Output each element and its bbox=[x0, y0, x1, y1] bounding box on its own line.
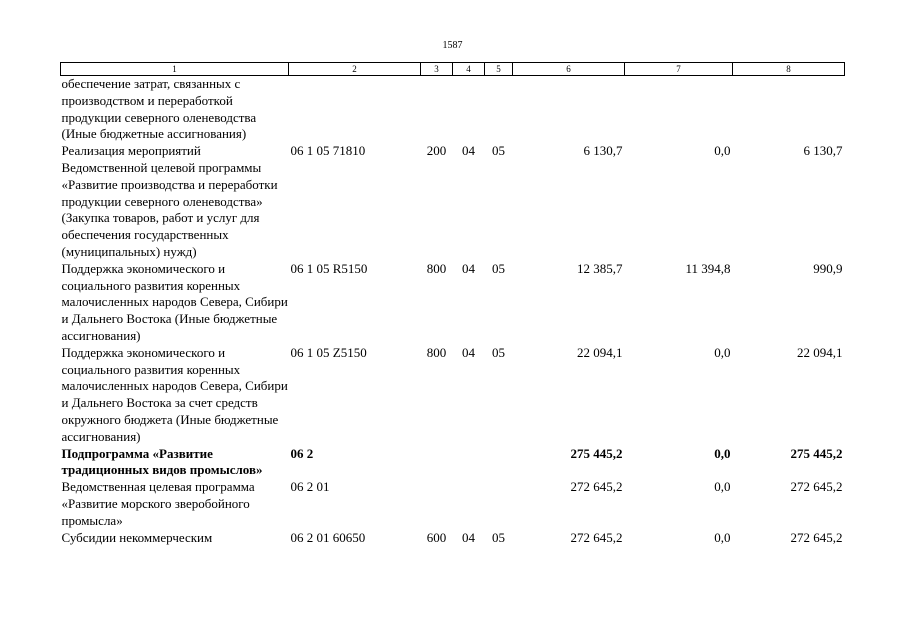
row-c3: 800 bbox=[426, 260, 447, 276]
page-number: 1587 bbox=[442, 40, 463, 51]
row-c3: 600 bbox=[426, 529, 447, 545]
row-value-6: 22 094,1 bbox=[577, 344, 623, 360]
row-c5: 05 bbox=[492, 260, 505, 276]
row-code: 06 2 01 bbox=[290, 479, 330, 495]
row-c4 bbox=[453, 446, 485, 480]
row-value-8: 6 130,7 bbox=[803, 143, 843, 159]
row-value-6: 12 385,7 bbox=[577, 260, 623, 276]
row-code: 06 1 05 R5150 bbox=[290, 260, 368, 276]
column-header: 8 bbox=[733, 63, 845, 76]
row-value-7: 0,0 bbox=[714, 445, 731, 461]
row-value-8: 22 094,1 bbox=[797, 344, 843, 360]
row-value-6: 6 130,7 bbox=[583, 143, 623, 159]
row-value-7: 11 394,8 bbox=[685, 260, 731, 276]
row-c3 bbox=[421, 446, 453, 480]
table-row-subprogram bbox=[61, 446, 845, 480]
row-c4 bbox=[453, 479, 485, 529]
table-row bbox=[61, 345, 845, 446]
row-c3: 800 bbox=[426, 344, 447, 360]
table-row bbox=[61, 479, 845, 529]
column-header: 4 bbox=[453, 63, 485, 76]
row-c5: 05 bbox=[492, 143, 505, 159]
table-row bbox=[61, 530, 845, 547]
column-header: 7 bbox=[625, 63, 733, 76]
row-code: 06 2 01 60650 bbox=[290, 529, 366, 545]
column-header: 5 bbox=[485, 63, 513, 76]
row-name: обеспечение затрат, связанных с производством и переработкой продукции северного оленеводства (Иные бюджетные ассигнования) bbox=[61, 76, 257, 142]
row-code: 06 1 05 Z5150 bbox=[290, 344, 367, 360]
table-row bbox=[61, 76, 845, 144]
row-value-7: 0,0 bbox=[714, 143, 731, 159]
row-value-8: 275 445,2 bbox=[790, 445, 843, 461]
row-c3: 200 bbox=[426, 143, 447, 159]
row-name: Поддержка экономического и социального развития коренных малочисленных народов Севера, Сибири и Дальнего Востока (Иные бюджетные ассигнования) bbox=[61, 260, 288, 343]
column-header: 2 bbox=[289, 63, 421, 76]
row-c3 bbox=[421, 479, 453, 529]
column-header: 1 bbox=[61, 63, 289, 76]
row-value-6: 272 645,2 bbox=[570, 479, 623, 495]
column-header: 3 bbox=[421, 63, 453, 76]
row-c4: 04 bbox=[462, 260, 475, 276]
row-c5: 05 bbox=[492, 344, 505, 360]
row-value-8: 272 645,2 bbox=[790, 529, 843, 545]
row-c4: 04 bbox=[462, 529, 475, 545]
row-c3 bbox=[421, 76, 453, 144]
row-c4: 04 bbox=[462, 143, 475, 159]
row-code bbox=[289, 76, 421, 144]
row-code: 06 2 bbox=[290, 445, 314, 461]
row-c5 bbox=[485, 479, 513, 529]
table-row bbox=[61, 143, 845, 261]
budget-table bbox=[60, 62, 845, 546]
header-row bbox=[61, 63, 845, 76]
row-value-8 bbox=[733, 76, 845, 144]
row-value-8: 990,9 bbox=[813, 260, 843, 276]
row-value-8: 272 645,2 bbox=[790, 479, 843, 495]
row-code: 06 1 05 71810 bbox=[290, 143, 366, 159]
row-name: Субсидии некоммерческим bbox=[61, 529, 213, 545]
row-c5 bbox=[485, 76, 513, 144]
row-value-6: 275 445,2 bbox=[570, 445, 623, 461]
row-value-6: 272 645,2 bbox=[570, 529, 623, 545]
table-row bbox=[61, 261, 845, 345]
row-c5 bbox=[485, 446, 513, 480]
row-name: Реализация мероприятий Ведомственной целевой программы «Развитие производства и переработки продукции северного оленеводства» (Закупка товаров, работ и услуг для обеспечения государственных (муниципальных) нужд) bbox=[61, 143, 278, 259]
row-name: Ведомственная целевая программа «Развитие морского зверобойного промысла» bbox=[61, 479, 255, 528]
row-value-7 bbox=[625, 76, 733, 144]
row-name: Подпрограмма «Развитие традиционных видов промыслов» bbox=[61, 445, 263, 478]
column-header: 6 bbox=[513, 63, 625, 76]
row-value-7: 0,0 bbox=[714, 479, 731, 495]
row-value-7: 0,0 bbox=[714, 344, 731, 360]
row-c5: 05 bbox=[492, 529, 505, 545]
row-c4 bbox=[453, 76, 485, 144]
row-c4: 04 bbox=[462, 344, 475, 360]
row-name: Поддержка экономического и социального развития коренных малочисленных народов Севера, Сибири и Дальнего Востока за счет средств окружного бюджета (Иные бюджетные ассигнования) bbox=[61, 344, 288, 444]
row-value-7: 0,0 bbox=[714, 529, 731, 545]
row-value-6 bbox=[513, 76, 625, 144]
